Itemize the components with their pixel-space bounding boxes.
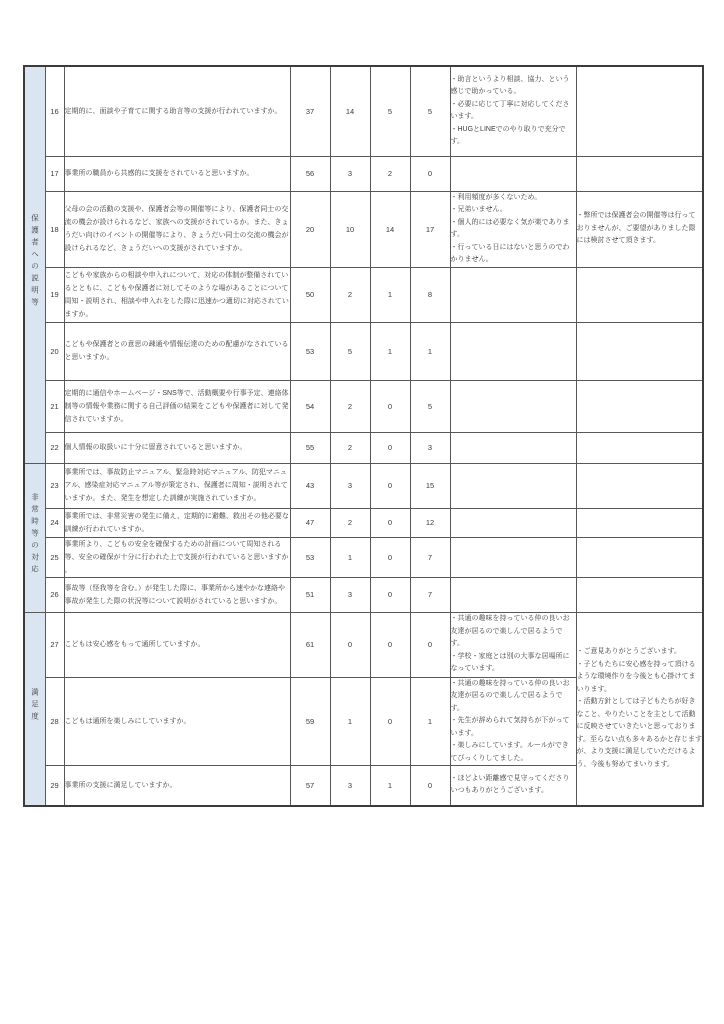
category-cell [24,66,45,463]
response-count: 55 [290,432,330,463]
question-number: 23 [45,463,64,508]
response-count: 56 [290,156,330,191]
response-count: 47 [290,508,330,537]
guardian-comments-cell [450,432,576,463]
guardian-comments-cell [450,612,576,677]
question-text: 父母の会の活動の支援や、保護者会等の開催等により、保護者同士の交流の機会が設けられるなど、家族への支援がされているか。また、きょうだい向けのイベントの開催等により、きょうだい同士の交流の機会が設けられるなど、きょうだいへの支援がされていますか。 [64,191,290,267]
comment-line: ・弊所では保護者会の開催等は行っておりませんが、ご要望がありました際には検討させて頂きます。 [576,212,696,245]
question-text: 個人情報の取扱いに十分に留意されていると思いますか。 [64,432,290,463]
response-count: 12 [410,508,450,537]
response-count: 7 [410,577,450,612]
response-count: 14 [330,66,370,156]
question-text: 事業所より、こどもの安全を確保するための計画について周知される等、安全の確保が十分に行われた上で支援が行われていると思いますか 。 [64,537,290,577]
guardian-comments-cell [450,577,576,612]
office-response-cell [576,612,703,806]
comment-line: ・必要に応じて丁寧に対応してくださいます。 [450,100,570,121]
response-count: 0 [370,577,410,612]
response-count: 15 [410,463,450,508]
response-count: 2 [330,508,370,537]
guardian-comments-cell [450,191,576,267]
response-count: 51 [290,577,330,612]
table-row [24,577,703,612]
table-row [24,463,703,508]
question-text: 事業所では、非常災害の発生に備え、定期的に避難、救出その他必要な訓練が行われていますか。 [64,508,290,537]
office-response-cell [576,380,703,432]
response-count: 17 [410,191,450,267]
comment-line: ・ほどよい距離感で見守ってくださりいつもありがとうございます。 [450,774,570,795]
response-count: 0 [410,766,450,806]
table-row [24,612,703,677]
category-label: 非常時等の対応 [30,493,40,577]
comment-line: ・先生が辞められて気持ちが下がっています。 [450,717,570,737]
response-count: 5 [410,380,450,432]
office-response-cell [576,463,703,508]
response-count: 1 [410,677,450,766]
response-count: 0 [370,432,410,463]
response-count: 1 [330,677,370,766]
response-count: 3 [410,432,450,463]
category-cell [24,463,45,612]
comment-line: ・助言というより相談、協力、という感じで助かっている。 [450,75,570,96]
response-count: 3 [330,766,370,806]
question-number: 22 [45,432,64,463]
question-text: 定期的に、面談や子育てに関する助言等の支援が行われていますか。 [64,66,290,156]
comment-line: ・学校・家庭とは別の大事な居場所になっています。 [450,652,570,673]
response-count: 5 [330,322,370,380]
guardian-comments-cell [450,267,576,322]
response-count: 53 [290,537,330,577]
table-row [24,432,703,463]
response-count: 0 [370,508,410,537]
guardian-comments-cell [450,677,576,766]
question-number: 20 [45,322,64,380]
response-count: 2 [330,380,370,432]
guardian-comments-cell [450,380,576,432]
table-row [24,267,703,322]
response-count: 3 [330,577,370,612]
guardian-comments-cell [450,537,576,577]
comment-line: ・兄弟いません。 [450,206,507,213]
guardian-comments-cell [450,156,576,191]
response-count: 0 [370,677,410,766]
office-response-cell [576,66,703,156]
response-count: 43 [290,463,330,508]
table-row [24,537,703,577]
question-text: 事業所では、事故防止マニュアル、緊急時対応マニュアル、防犯マニュアル、感染症対応マニュアル等が策定され、保護者に周知・説明されていますか。また、発生を想定した訓練が実施されていますか。 [64,463,290,508]
response-count: 8 [410,267,450,322]
question-text: 事業所の支援に満足していますか。 [64,766,290,806]
question-number: 28 [45,677,64,766]
response-count: 5 [410,66,450,156]
table-row [24,66,703,156]
question-number: 24 [45,508,64,537]
question-text: こどもは通所を楽しみにしていますか。 [64,677,290,766]
question-number: 26 [45,577,64,612]
question-number: 27 [45,612,64,677]
office-response-cell [576,156,703,191]
office-response-cell [576,577,703,612]
category-label: 満足度 [30,688,40,724]
question-text: 事業所の職員から共感的に支援をされていると思いますか。 [64,156,290,191]
table-row [24,322,703,380]
comment-line: ・個人的には必要なく気が楽であります。 [450,218,570,238]
office-response-cell [576,322,703,380]
response-count: 10 [330,191,370,267]
question-text: こどもや家族からの相談や申入れについて、対応の体制が整備されているとともに、こどもや保護者に対してそのような場があることについて周知・説明され、相談や申入れをした際に迅速かつ適切に対応されていますか。 [64,267,290,322]
response-count: 59 [290,677,330,766]
guardian-comments-cell [450,66,576,156]
office-response-cell [576,267,703,322]
comment-line: ・共通の趣味を持っている仲の良いお友達が居るので楽しんで居るようです。 [450,679,570,712]
response-count: 20 [290,191,330,267]
response-count: 53 [290,322,330,380]
question-number: 25 [45,537,64,577]
response-count: 2 [370,156,410,191]
guardian-comments-cell [450,463,576,508]
comment-line: ・ご意見ありがとうございます。 [576,648,681,655]
guardian-comments-cell [450,508,576,537]
question-text: こどもや保護者との意思の疎通や情報伝達のための配慮がなされていると思いますか。 [64,322,290,380]
office-response-cell [576,432,703,463]
question-number: 29 [45,766,64,806]
response-count: 1 [370,766,410,806]
response-count: 0 [370,380,410,432]
response-count: 0 [410,156,450,191]
comment-line: ・楽しみにしています。ルールができてびっくりしてました。 [450,742,569,762]
response-count: 3 [330,156,370,191]
table-row [24,380,703,432]
question-text: 定期的に通信やホームページ・SNS等で、活動概要や行事予定、連絡体制等の情報や業務に関する自己評価の結果をこどもや保護者に対して発信されていますか。 [64,380,290,432]
response-count: 50 [290,267,330,322]
response-count: 61 [290,612,330,677]
response-count: 5 [370,66,410,156]
response-count: 2 [330,267,370,322]
response-count: 14 [370,191,410,267]
guardian-comments-cell [450,322,576,380]
response-count: 0 [370,612,410,677]
question-number: 16 [45,66,64,156]
response-count: 7 [410,537,450,577]
response-count: 3 [330,463,370,508]
comment-line: ・HUGとLINEでのやり取りで充分です。 [450,125,566,146]
category-label: 保護者への説明等 [30,214,40,311]
response-count: 2 [330,432,370,463]
question-number: 19 [45,267,64,322]
response-count: 57 [290,766,330,806]
question-number: 21 [45,380,64,432]
comment-line: ・行っている日にはないと思うのでわかりません。 [450,243,570,263]
response-count: 0 [370,463,410,508]
question-text: こどもは安心感をもって通所していますか。 [64,612,290,677]
response-count: 1 [370,322,410,380]
question-number: 17 [45,156,64,191]
comment-line: ・共通の趣味を持っている仲の良いお友達が居るので楽しんで居るようです。 [450,615,570,648]
table-row [24,508,703,537]
response-count: 37 [290,66,330,156]
office-response-cell [576,508,703,537]
response-count: 0 [330,612,370,677]
comment-line: ・子どもたちに安心感を持って頂けるような環境作りを今後とも心掛けてまいります。 [576,660,696,693]
guardian-comments-cell [450,766,576,806]
category-cell [24,612,45,806]
office-response-cell [576,537,703,577]
response-count: 1 [410,322,450,380]
response-count: 1 [330,537,370,577]
comment-line: ・利用頻度が多くないため。 [450,193,542,201]
survey-results-table [23,65,704,807]
response-count: 54 [290,380,330,432]
table-row [24,156,703,191]
response-count: 0 [370,537,410,577]
table-row [24,191,703,267]
response-count: 0 [410,612,450,677]
office-response-cell [576,191,703,267]
question-text: 事故等（怪我等を含む。）が発生した際に、事業所から速やかな連絡や事故が発生した際の状況等について説明がされていると思いますか。 [64,577,290,612]
comment-line: ・活動方針としては子どもたちが好きなこと、やりたいことを主として活動に反映させていきたいと思っております。至らない点も多々あるかと存じますが、より支援に満足していただけるよう、今後も努めてまいります。 [576,698,702,768]
question-number: 18 [45,191,64,267]
response-count: 1 [370,267,410,322]
